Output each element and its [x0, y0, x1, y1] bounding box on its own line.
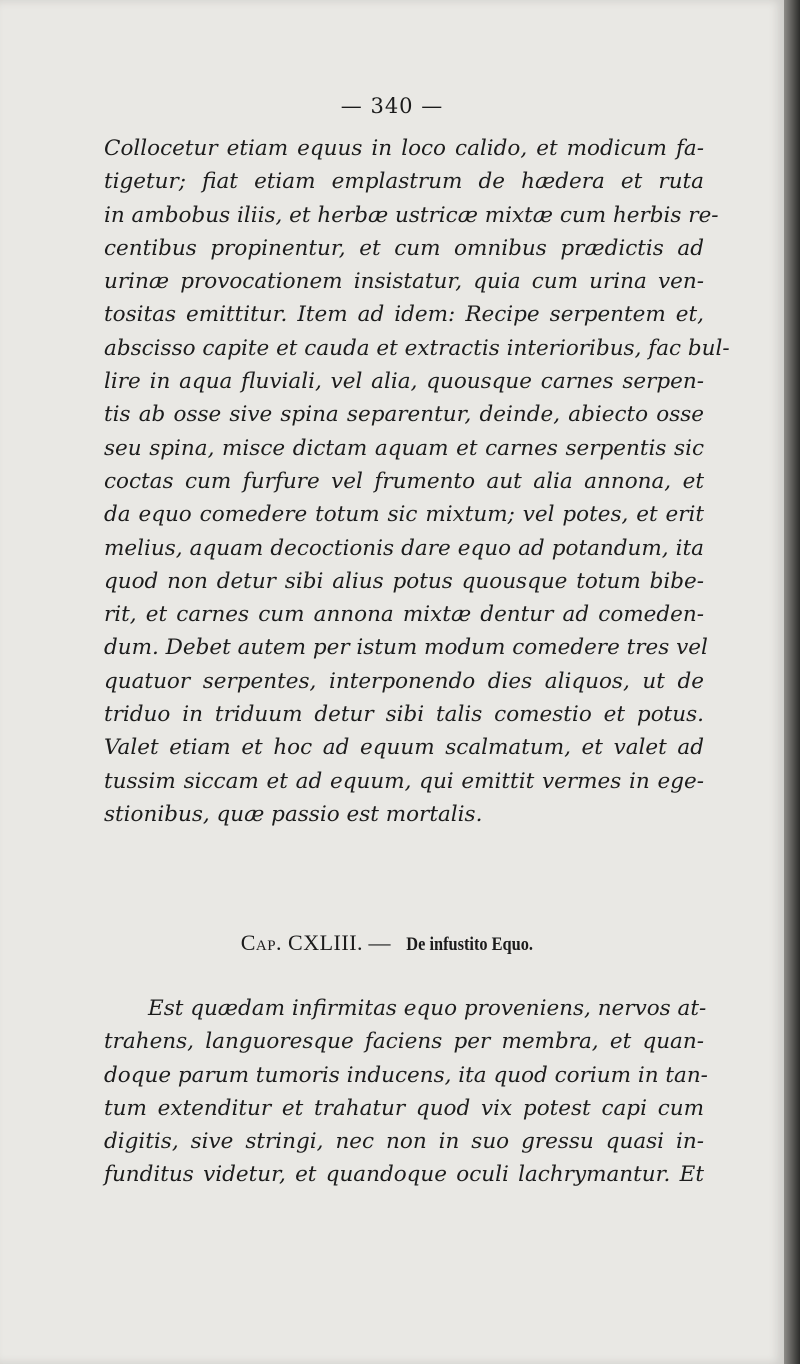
- chapter-title: De infustito Equo.: [406, 934, 533, 955]
- text-line: lire in aqua fluviali, vel alia, quousque carnes serpen-: [104, 369, 704, 395]
- text-line: quod non detur sibi alius potus quousque totum bibe-: [104, 568, 704, 594]
- text-line: digitis, sive stringi, nec non in suo gressu quasi in-: [104, 1129, 704, 1155]
- text-line: Est quædam infirmitas equo proveniens, nervos at-: [148, 996, 707, 1021]
- heading-dash: —: [368, 930, 391, 955]
- text-line: triduo in triduum detur sibi talis comestio et potus.: [104, 702, 704, 728]
- text-line: Collocetur etiam equus in loco calido, et modicum fa-: [104, 136, 704, 161]
- text-line: rit, et carnes cum annona mixtæ dentur ad comeden-: [104, 602, 704, 628]
- text-line: in ambobus iliis, et herbæ ustricæ mixtæ cum herbis re-: [104, 202, 719, 228]
- text-line: centibus propinentur, et cum omnibus prædictis ad: [104, 235, 704, 261]
- text-line: tis ab osse sive spina separentur, deinde, abiecto osse: [104, 402, 704, 428]
- chapter-heading: [0, 930, 784, 956]
- text-line: quatuor serpentes, interponendo dies aliquos, ut de: [104, 668, 704, 694]
- text-line: seu spina, misce dictam aquam et carnes serpentis sic: [104, 435, 704, 461]
- text-line: abscisso capite et cauda et extractis interioribus, fac bul-: [104, 335, 730, 361]
- text-line: stionibus, quæ passio est mortalis.: [104, 801, 483, 827]
- text-line: Valet etiam et hoc ad equum scalmatum, et valet ad: [104, 735, 704, 761]
- text-line: coctas cum furfure vel frumento aut alia annona, et: [104, 468, 704, 494]
- text-line: tositas emittitur. Item ad idem: Recipe serpentem et,: [104, 302, 704, 328]
- chapter-number: Cap. CXLIII.: [240, 930, 364, 955]
- paragraph-1: [104, 132, 730, 831]
- text-line: tigetur; fiat etiam emplastrum de hædera et ruta: [104, 169, 704, 195]
- text-line: funditus videtur, et quandoque oculi lachrymantur. Et: [104, 1162, 704, 1188]
- text-line: da equo comedere totum sic mixtum; vel potes, et erit: [104, 502, 704, 528]
- text-line: dum. Debet autem per istum modum comedere tres vel: [104, 635, 708, 661]
- text-line: urinæ provocationem insistatur, quia cum urina ven-: [104, 269, 704, 295]
- text-line: trahens, languoresque faciens per membra, et quan-: [104, 1029, 704, 1055]
- text-line: tussim siccam et ad equum, qui emittit vermes in ege-: [104, 768, 704, 794]
- text-line: melius, aquam decoctionis dare equo ad potandum, ita: [104, 535, 704, 561]
- paragraph-2: [104, 992, 708, 1192]
- page-number: — 340 —: [340, 94, 444, 118]
- text-line: doque parum tumoris inducens, ita quod corium in tan-: [104, 1062, 708, 1088]
- text-line: tum extenditur et trahatur quod vix potest capi cum: [104, 1095, 704, 1121]
- page-edge-shadow: [784, 0, 800, 1364]
